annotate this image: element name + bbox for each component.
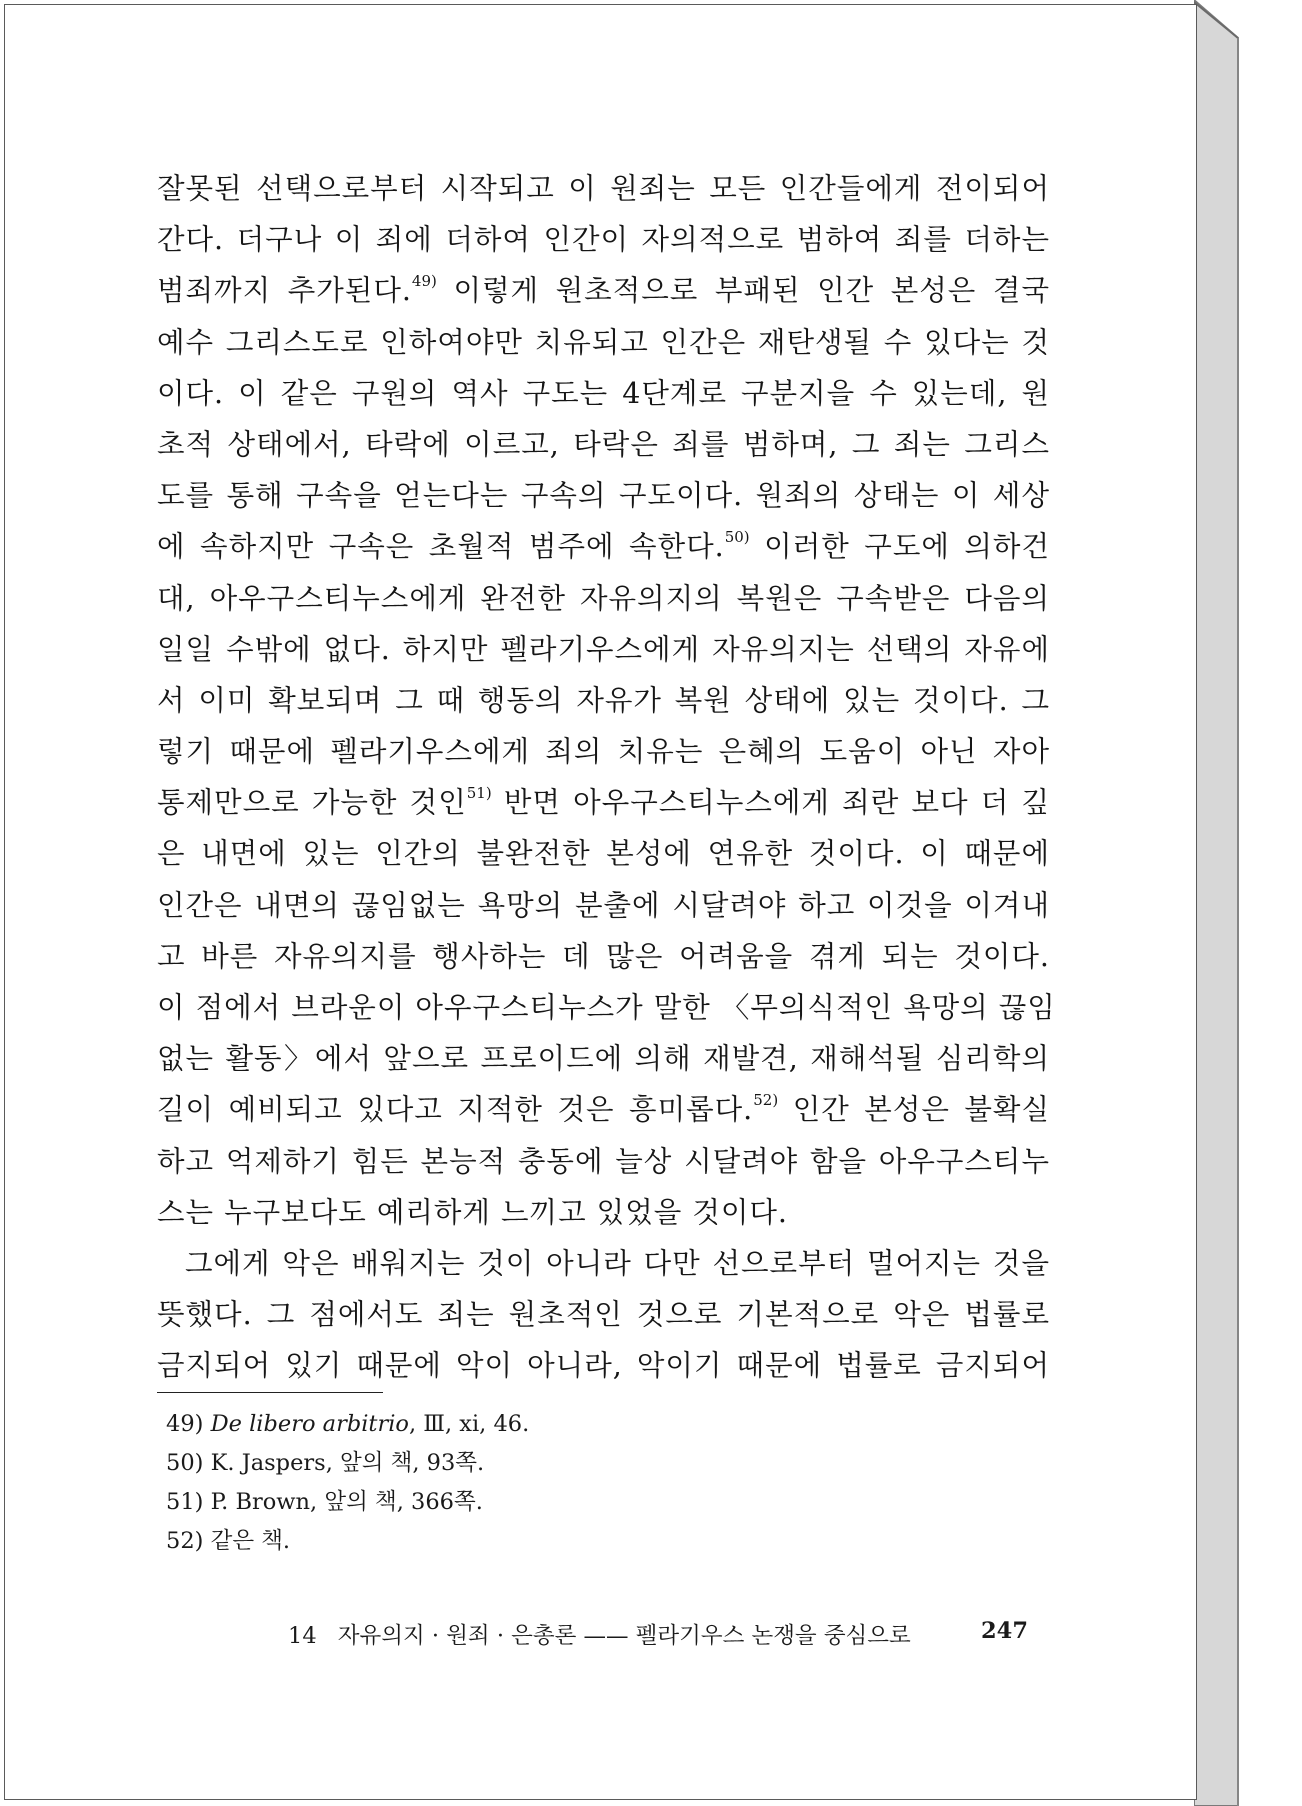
page-number: 247 [981, 1618, 1028, 1644]
footnote-ref[interactable]: 51) [466, 784, 492, 803]
running-footer [288, 1618, 1028, 1650]
body-line: 에 속하지만 구속은 초월적 범주에 속한다.$^{50)}$ 이러한 구도에 의하건 [157, 528, 1050, 564]
body-line: 이 점에서 브라운이 아우구스티누스가 말한 〈무의식적인 욕망의 끊임 [157, 991, 1056, 1024]
body-line: 통제만으로 가능한 것인$^{51)}$ 반면 아우구스티누스에게 죄란 보다 더 깊 [157, 784, 1050, 820]
footnote-title: De libero arbitrio [210, 1411, 409, 1437]
footnote-ref[interactable]: 50) [724, 528, 750, 547]
body-line: 대, 아우구스티누스에게 완전한 자유의지의 복원은 구속받은 다음의 [157, 581, 1050, 615]
chapter-number: 14 [288, 1623, 317, 1649]
footnote: 50) K. Jaspers, 앞의 책, 93쪽. [166, 1450, 485, 1476]
page-edge-shadow [1194, 0, 1302, 1806]
footnotes [166, 1405, 866, 1561]
footnote-ref[interactable]: 52) [753, 1091, 779, 1110]
body-line: 도를 통해 구속을 얻는다는 구속의 구도이다. 원죄의 상태는 이 세상 [157, 479, 1050, 513]
body-line: 예수 그리스도로 인하여야만 치유되고 인간은 재탄생될 수 있다는 것 [157, 325, 1050, 359]
body-line: 일일 수밖에 없다. 하지만 펠라기우스에게 자유의지는 선택의 자유에 [157, 632, 1050, 666]
footnote: 51) P. Brown, 앞의 책, 366쪽. [166, 1489, 483, 1515]
body-line: 범죄까지 추가된다.$^{49)}$ 이렇게 원초적으로 부패된 인간 본성은 결국 [157, 272, 1050, 308]
footnote-ref[interactable]: 49) [411, 272, 437, 291]
body-line: 금지되어 있기 때문에 악이 아니라, 악이기 때문에 법률로 금지되어 [157, 1349, 1050, 1383]
body-line: 고 바른 자유의지를 행사하는 데 많은 어려움을 겪게 되는 것이다. [157, 939, 1050, 973]
body-line: 인간은 내면의 끊임없는 욕망의 분출에 시달려야 하고 이것을 이겨내 [157, 888, 1050, 922]
body-line: 길이 예비되고 있다고 지적한 것은 흥미롭다.$^{52)}$ 인간 본성은 불확실 [157, 1091, 1050, 1127]
body-line: 초적 상태에서, 타락에 이르고, 타락은 죄를 범하며, 그 죄는 그리스 [157, 427, 1050, 461]
body-line: 간다. 더구나 이 죄에 더하여 인간이 자의적으로 범하여 죄를 더하는 [157, 223, 1050, 257]
body-line: 없는 활동〉에서 앞으로 프로이드에 의해 재발견, 재해석될 심리학의 [157, 1042, 1050, 1076]
body-line: 뜻했다. 그 점에서도 죄는 원초적인 것으로 기본적으로 악은 법률로 [157, 1298, 1050, 1332]
body-text [157, 163, 1056, 1392]
paragraph-first-line: 그에게 악은 배워지는 것이 아니라 다만 선으로부터 멀어지는 것을 [185, 1246, 1050, 1280]
footnote-divider [157, 1392, 383, 1393]
footnote: 49) De libero arbitrio, Ⅲ, xi, 46. [166, 1411, 530, 1437]
body-line: 잘못된 선택으로부터 시작되고 이 원죄는 모든 인간들에게 전이되어 [157, 172, 1050, 205]
footnote: 52) 같은 책. [166, 1528, 291, 1554]
body-line: 하고 억제하기 힘든 본능적 충동에 늘상 시달려야 함을 아우구스티누 [157, 1144, 1050, 1178]
body-line: 렇기 때문에 펠라기우스에게 죄의 치유는 은혜의 도움이 아닌 자아 [157, 735, 1050, 769]
body-line: 서 이미 확보되며 그 때 행동의 자유가 복원 상태에 있는 것이다. 그 [157, 683, 1050, 717]
body-line: 스는 누구보다도 예리하게 느끼고 있었을 것이다. [157, 1195, 788, 1229]
body-line: 은 내면에 있는 인간의 불완전한 본성에 연유한 것이다. 이 때문에 [157, 837, 1050, 871]
body-line: 이다. 이 같은 구원의 역사 구도는 4단계로 구분지을 수 있는데, 원 [157, 376, 1050, 410]
chapter-title: 자유의지 · 원죄 · 은총론 —— 펠라기우스 논쟁을 중심으로 [337, 1623, 911, 1649]
